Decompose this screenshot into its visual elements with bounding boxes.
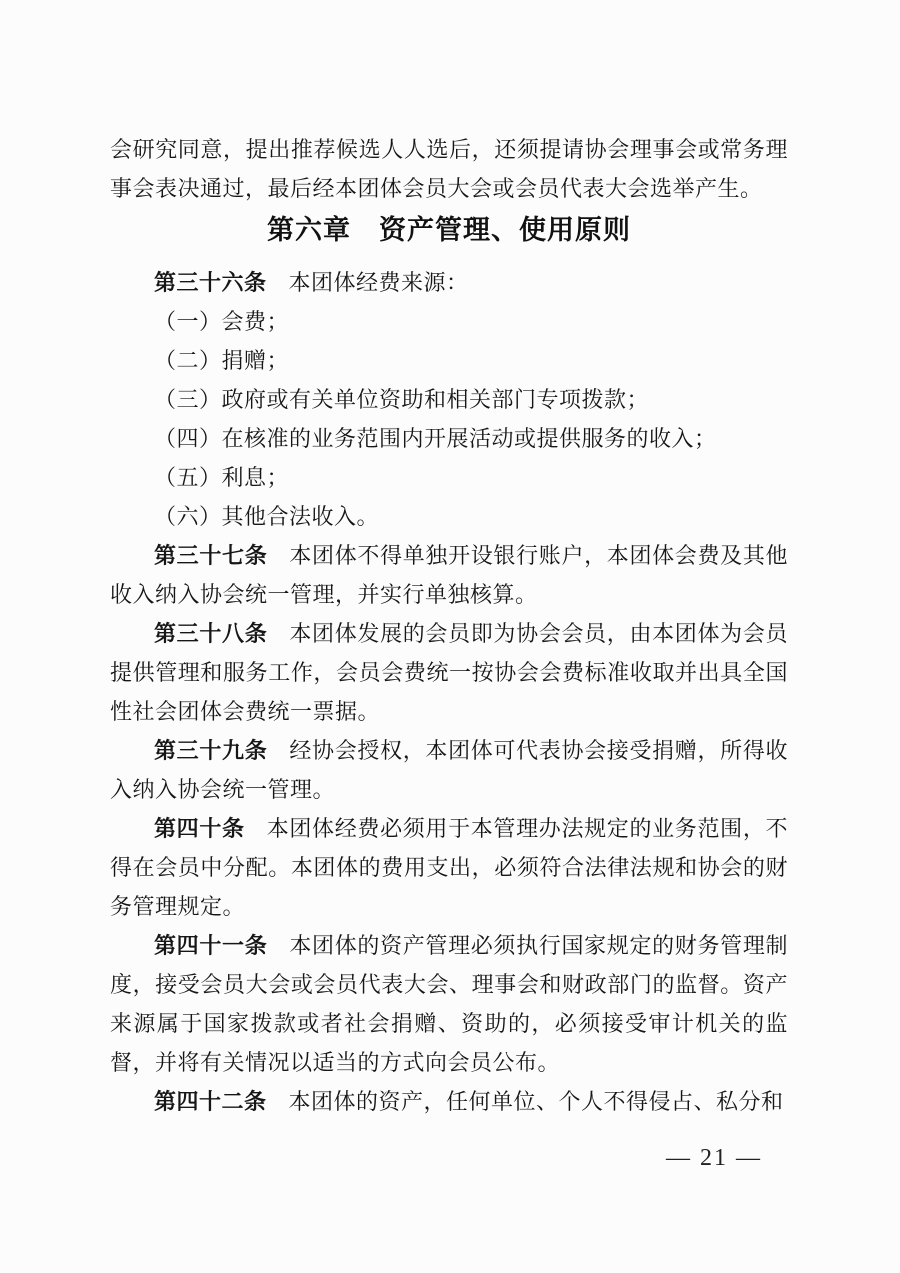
article-41-label: 第四十一条 [154, 933, 268, 958]
funding-item-2: （二）捐赠； [154, 348, 290, 373]
article-37-text: 本团体不得单独开设银行账户，本团体会费及其他收入纳入协会统一管理，并实行单独核算。 [110, 543, 788, 607]
document-body [110, 130, 788, 1121]
article-42-text: 本团体的资产，任何单位、个人不得侵占、私分和 [288, 1089, 784, 1114]
chapter-heading: 第六章 资产管理、使用原则 [267, 215, 631, 245]
article-36-label: 第三十六条 [154, 270, 267, 295]
continuation-paragraph: 会研究同意，提出推荐候选人人选后，还须提请协会理事会或常务理事会表决通过，最后经本团体会员大会或会员代表大会选举产生。 [110, 137, 788, 201]
article-36-text: 本团体经费来源： [288, 270, 469, 295]
article-36-paragraph [110, 263, 788, 302]
funding-item-4: （四）在核准的业务范围内开展活动或提供服务的收入； [154, 426, 717, 451]
article-38-text: 本团体发展的会员即为协会会员，由本团体为会员提供管理和服务工作，会员会费统一按协会会费标准收取并出具全国性社会团体会费统一票据。 [110, 621, 788, 724]
funding-item-1: （一）会费； [154, 309, 290, 334]
funding-item-3: （三）政府或有关单位资助和相关部门专项拨款； [154, 387, 650, 412]
article-38-paragraph [110, 614, 788, 731]
article-41-text: 本团体的资产管理必须执行国家规定的财务管理制度，接受会员大会或会员代表大会、理事会和财政部门的监督。资产来源属于国家拨款或者社会捐赠、资助的，必须接受审计机关的监督，并将有关情况以适当的方式向会员公布。 [110, 933, 788, 1075]
page-number: — 21 — [666, 1145, 762, 1171]
article-40-text: 本团体经费必须用于本管理办法规定的业务范围，不得在会员中分配。本团体的费用支出，必须符合法律法规和协会的财务管理规定。 [110, 816, 788, 919]
funding-item-6: （六）其他合法收入。 [154, 504, 380, 529]
article-39-label: 第三十九条 [154, 738, 268, 763]
article-41-paragraph [110, 926, 788, 1082]
article-42-paragraph [110, 1082, 788, 1121]
article-40-paragraph [110, 809, 788, 926]
article-37-paragraph [110, 536, 788, 614]
article-39-paragraph [110, 731, 788, 809]
article-40-label: 第四十条 [154, 816, 245, 841]
article-37-label: 第三十七条 [154, 543, 268, 568]
article-42-label: 第四十二条 [154, 1089, 267, 1114]
funding-item-5: （五）利息； [154, 465, 290, 490]
article-39-text: 经协会授权，本团体可代表协会接受捐赠，所得收入纳入协会统一管理。 [110, 738, 788, 802]
article-38-label: 第三十八条 [154, 621, 268, 646]
